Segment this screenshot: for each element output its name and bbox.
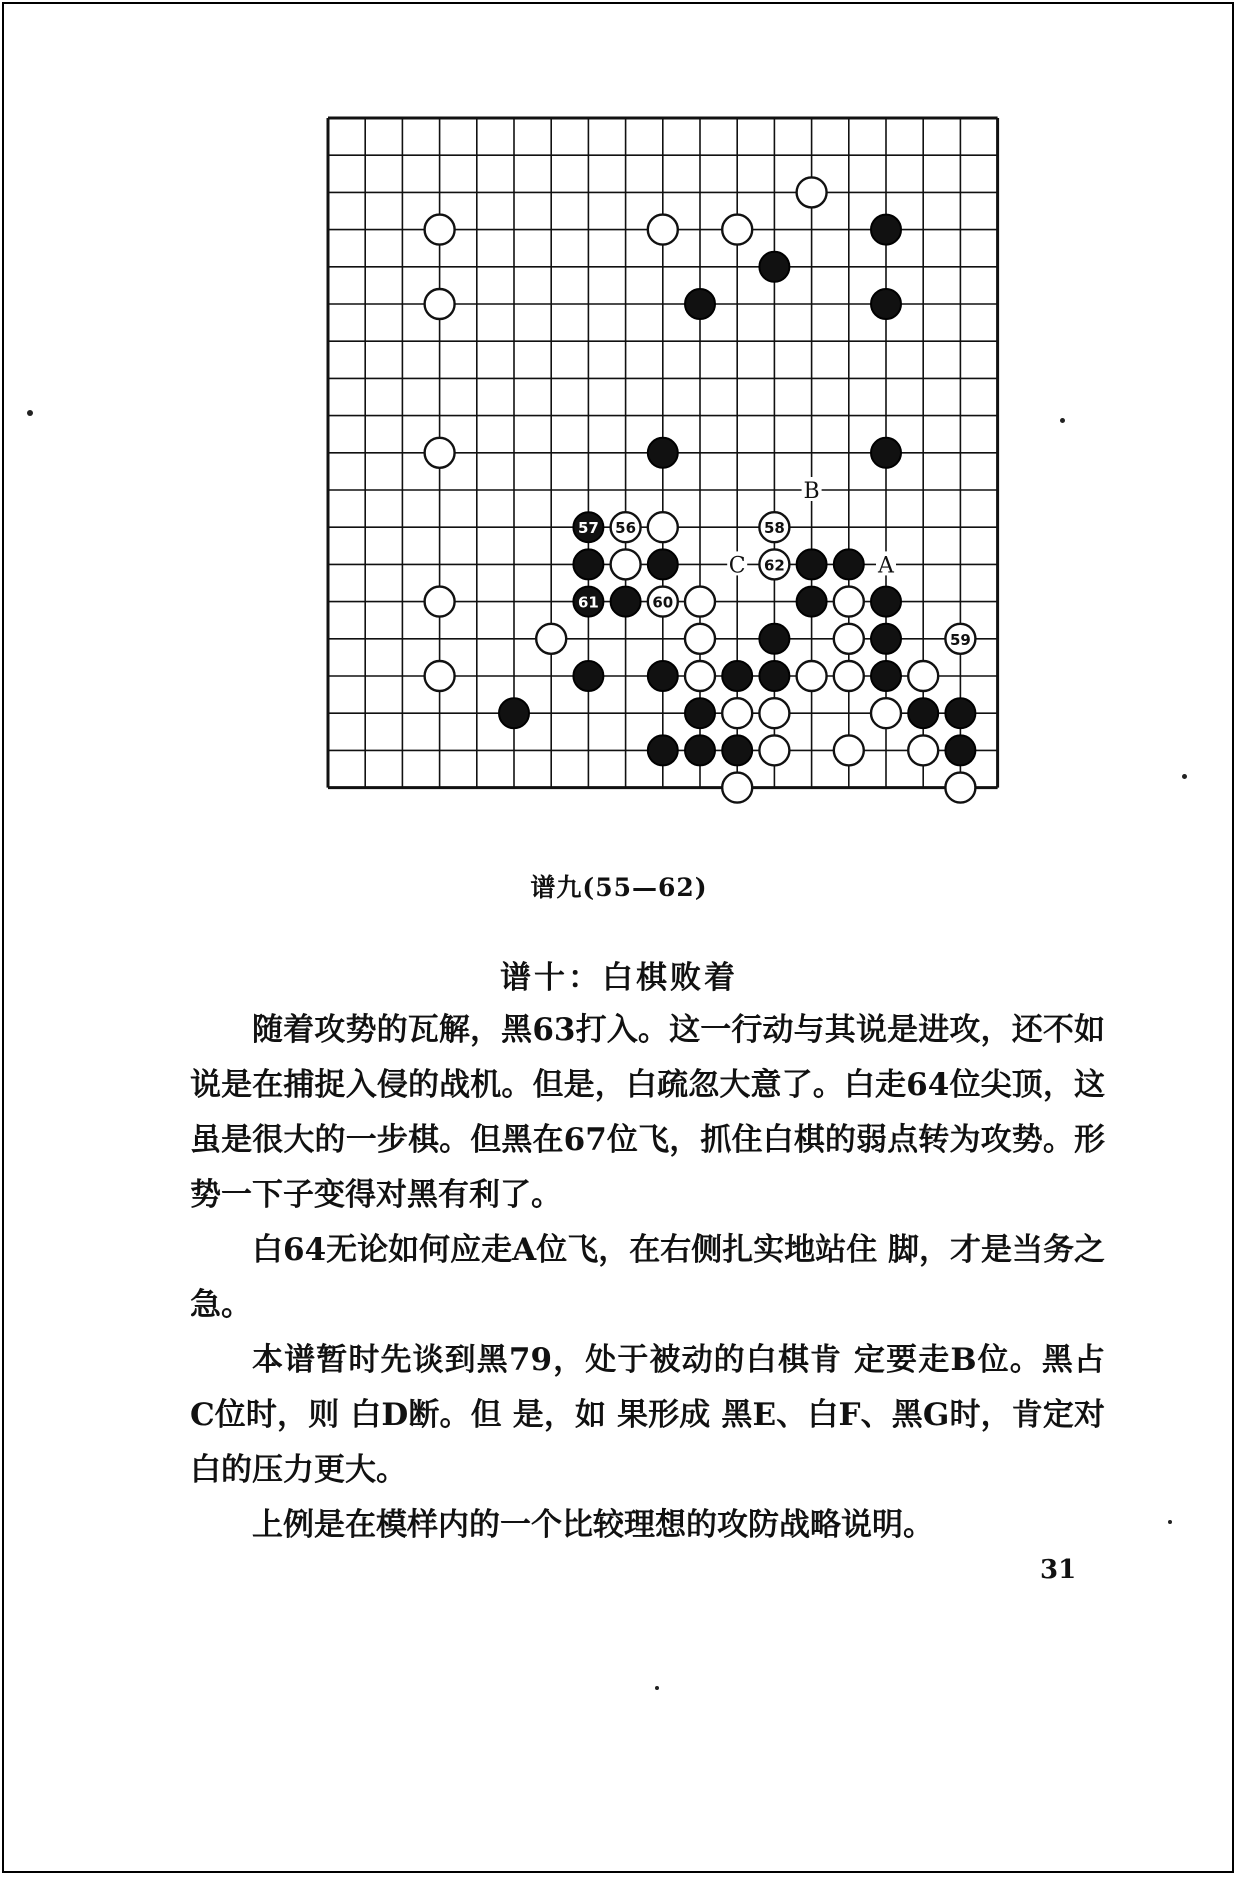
- white-stone: [536, 624, 566, 654]
- black-stone: [648, 549, 678, 579]
- point-marker-label: B: [803, 479, 820, 504]
- black-stone: [722, 661, 752, 691]
- section-title: 谱十：白棋败着: [500, 960, 738, 996]
- white-stone: [759, 698, 789, 728]
- black-stone: [945, 735, 975, 765]
- black-stone: [871, 587, 901, 617]
- white-stone: [611, 549, 641, 579]
- white-stone: [945, 773, 975, 803]
- black-stone: [797, 549, 827, 579]
- black-stone: [685, 735, 715, 765]
- white-stone: [425, 215, 455, 245]
- black-stone: [648, 735, 678, 765]
- black-stone: [759, 252, 789, 282]
- white-stone: [834, 735, 864, 765]
- paragraph-1: 随着攻势的瓦解，黑63打入。这一行动与其说是进攻，还不如说是在捕捉入侵的战机。但是，白疏忽大意了。白走64位尖顶，这虽是很大的一步棋。但黑在67位飞，抓住白棋的弱点转为攻势。形势一下子变得对黑有利了。: [190, 1012, 1105, 1213]
- point-marker-label: C: [728, 553, 746, 579]
- stone-move-number: 60: [652, 593, 674, 612]
- white-stone: [797, 661, 827, 691]
- white-stone: [722, 773, 752, 803]
- white-stone: [834, 624, 864, 654]
- paragraph-4: 上例是在模样内的一个比较理想的攻防战略说明。: [252, 1507, 934, 1543]
- black-stone: [759, 661, 789, 691]
- white-stone: [722, 215, 752, 245]
- white-stone: [834, 587, 864, 617]
- white-stone: [685, 661, 715, 691]
- black-stone: [648, 438, 678, 468]
- scan-speck: [1060, 418, 1065, 423]
- white-stone: [834, 661, 864, 691]
- scan-speck: [655, 1686, 659, 1690]
- white-stone: [685, 587, 715, 617]
- black-stone: [648, 661, 678, 691]
- black-stone: [685, 289, 715, 319]
- stone-move-number: 56: [615, 519, 637, 538]
- black-stone: [871, 661, 901, 691]
- white-stone: [425, 661, 455, 691]
- point-marker-label: A: [878, 553, 894, 579]
- scan-speck: [27, 410, 33, 416]
- white-stone: [871, 698, 901, 728]
- black-stone: [685, 698, 715, 728]
- black-stone: [871, 624, 901, 654]
- black-stone: [573, 661, 603, 691]
- black-stone: [834, 549, 864, 579]
- white-stone: [425, 438, 455, 468]
- white-stone: [908, 661, 938, 691]
- stone-move-number: 61: [577, 593, 599, 612]
- black-stone: [871, 289, 901, 319]
- stone-move-number: 62: [763, 556, 785, 575]
- scan-speck: [1168, 1520, 1172, 1524]
- black-stone: [797, 587, 827, 617]
- white-stone: [425, 289, 455, 319]
- paragraph-2: 白64无论如何应走A位飞，在右侧扎实地站住 脚，才是当务之急。: [190, 1232, 1105, 1323]
- black-stone: [908, 698, 938, 728]
- scan-speck: [1182, 774, 1187, 779]
- white-stone: [648, 512, 678, 542]
- white-stone: [908, 735, 938, 765]
- black-stone: [499, 698, 529, 728]
- black-stone: [573, 549, 603, 579]
- black-stone: [871, 438, 901, 468]
- go-board-diagram: [318, 110, 1008, 810]
- body-text: [190, 1003, 1105, 1553]
- white-stone: [425, 587, 455, 617]
- paragraph-3: 本谱暂时先谈到黑79，处于被动的白棋肯 定要走B位。黑占 C位时，则 白D断。但 是，如 果形成 黑E、白F、黑G时，肯定对白的压力更大。: [190, 1342, 1105, 1488]
- white-stone: [685, 624, 715, 654]
- black-stone: [611, 587, 641, 617]
- stone-move-number: 57: [577, 519, 599, 538]
- black-stone: [759, 624, 789, 654]
- white-stone: [648, 215, 678, 245]
- diagram-caption: 谱九(55—62): [530, 873, 708, 902]
- black-stone: [945, 698, 975, 728]
- page-number: 31: [1040, 1555, 1077, 1585]
- white-stone: [759, 735, 789, 765]
- black-stone: [871, 215, 901, 245]
- stone-move-number: 59: [949, 630, 971, 649]
- white-stone: [722, 698, 752, 728]
- stone-move-number: 58: [763, 519, 785, 538]
- white-stone: [797, 177, 827, 207]
- black-stone: [722, 735, 752, 765]
